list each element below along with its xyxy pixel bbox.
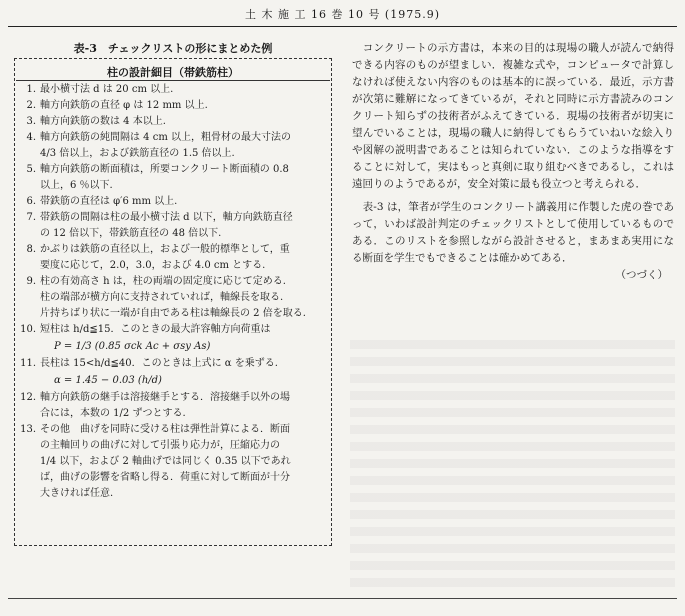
item-number	[16, 258, 40, 274]
item-formula: α = 1.45 − 0.03 (h/d)	[54, 375, 162, 386]
checklist-item-line	[16, 194, 328, 210]
item-number: 2.	[26, 100, 36, 111]
checklist-item-line	[16, 470, 328, 486]
item-text: 短柱は h/d≦15．このときの最大許容軸方向荷重は	[40, 324, 271, 335]
checklist-item-line	[16, 306, 328, 322]
item-text: 軸方向鉄筋の断面積は，所要コンクリート断面積の 0.8	[40, 164, 289, 175]
checklist-item-line	[16, 242, 328, 258]
item-number	[16, 290, 40, 306]
item-number: 3.	[26, 116, 36, 127]
item-number	[16, 486, 40, 502]
checklist-item-line	[16, 438, 328, 454]
table-caption: 表-3 チェックリストの形にまとめた例	[73, 42, 273, 55]
checklist-item-line	[16, 422, 328, 438]
checklist-item-line	[16, 130, 328, 146]
item-number: 1.	[26, 84, 36, 95]
checklist-item-line	[16, 290, 328, 306]
item-number: 7.	[26, 212, 36, 223]
item-text: 軸方向鉄筋の数は 4 本以上.	[40, 116, 166, 127]
body-paragraph-1: コンクリートの示方書は，本来の目的は現場の職人が読んで納得できる内容のものが望ましい．複雑な式や，コンピュータで計算しなければ使えない内容のものは基本的に誤っている．最近，示方書が次第に難解になってきているが，それと同時に示方書読みのコンクリート知らずの技術者がふえてきている．現場の技術者が切実に望んでいることは，現場の職人に納得してもらうていねいな絵入りや図解の説明書であることは知られていない．このような指導をすることに対して，実はもっと真剣に取り組むべきであるし，これは遠回りのようであるが，安全対策に最も役立つと考えられる．	[352, 42, 674, 190]
body-text-column	[352, 40, 674, 284]
item-text: 合には，本数の 1/2 ずつとする.	[40, 408, 186, 419]
checklist-item-line	[16, 258, 328, 274]
checklist-item-line	[16, 356, 328, 372]
checklist-item-line	[16, 406, 328, 422]
checklist-item-line	[16, 454, 328, 470]
item-text: 軸方向鉄筋の純間隔は 4 cm 以上，粗骨材の最大寸法の	[40, 132, 291, 143]
item-text: 要度に応じて，2.0，3.0，および 4.0 cm とする.	[40, 260, 266, 271]
table-title-rule	[16, 80, 330, 81]
body-paragraph-2: 表-3 は，筆者が学生のコンクリート講義用に作製した虎の巻であって，いわば設計判定のチェックリストとして使用しているものである．このリストを参照しながら設計させると，まあまあ実用になる断面を学生でもできることは確かめてある．	[352, 201, 674, 264]
checklist-item-line	[16, 322, 328, 338]
item-text: かぶりは鉄筋の直径以上，および一般的標準として，重	[40, 244, 290, 255]
item-text: の主軸回りの曲げに対して引張り応力が，圧縮応力の	[40, 440, 280, 451]
item-number: 4.	[26, 132, 36, 143]
checklist-item-line	[16, 390, 328, 406]
footer-rule	[8, 598, 677, 599]
item-text: の 12 倍以下，帯鉄筋直径の 48 倍以下.	[40, 228, 222, 239]
item-text: 軸方向鉄筋の直径 φ は 12 mm 以上.	[40, 100, 208, 111]
checklist-item-line	[16, 82, 328, 98]
item-number	[16, 438, 40, 454]
continued-note: （つづく）	[615, 269, 668, 281]
item-number	[16, 470, 40, 486]
checklist-item-line	[16, 178, 328, 194]
item-text: 長柱は 15<h/d≦40．このときは上式に α を乗ずる.	[40, 358, 278, 369]
item-number	[16, 306, 40, 322]
item-number	[16, 178, 40, 194]
item-text: 柱の端部が横方向に支持されていれば，軸線長を取る.	[40, 292, 284, 303]
item-text: 柱の有効高さ h は，柱の両端の固定度に応じて定める.	[40, 276, 286, 287]
item-text: 帯鉄筋の間隔は柱の最小横寸法 d 以下，軸方向鉄筋直径	[40, 212, 293, 223]
table-title: 柱の設計細目（帯鉄筋柱）	[107, 66, 239, 79]
checklist-item-line	[16, 114, 328, 130]
item-number: 5.	[26, 164, 36, 175]
item-text: 4/3 倍以上，および鉄筋直径の 1.5 倍以上.	[40, 148, 235, 159]
item-text: 軸方向鉄筋の継手は溶接継手とする．溶接継手以外の場	[40, 392, 290, 403]
item-number	[16, 454, 40, 470]
item-text: 以上，6 ％以下.	[40, 180, 113, 191]
item-text: その他 曲げを同時に受ける柱は弾性計算による．断面	[40, 424, 290, 435]
item-formula: P = 1/3 (0.85 σck Ac + σsy As)	[54, 341, 211, 352]
running-header: 土 木 施 工 16 巻 10 号 (1975.9)	[244, 8, 441, 21]
item-number	[16, 146, 40, 162]
item-number: 6.	[26, 196, 36, 207]
item-number: 13.	[20, 424, 36, 435]
item-text: 1/4 以下，および 2 軸曲げでは同じく 0.35 以下であれ	[40, 456, 291, 467]
checklist-items	[16, 82, 328, 502]
item-text: 最小横寸法 d は 20 cm 以上.	[40, 84, 174, 95]
item-text: 大きければ任意.	[40, 488, 114, 499]
checklist-item-line	[16, 210, 328, 226]
item-number: 8.	[26, 244, 36, 255]
checklist-item-line	[16, 226, 328, 242]
item-number	[16, 226, 40, 242]
bleed-through-shadow	[350, 340, 675, 590]
item-text: ば，曲げの影響を省略し得る．荷重に対して断面が十分	[40, 472, 290, 483]
item-number: 10.	[20, 324, 36, 335]
item-text: 片持ちばり状に一端が自由である柱は軸線長の 2 倍を取る.	[40, 308, 306, 319]
item-number: 11.	[20, 358, 36, 369]
checklist-item-line	[16, 146, 328, 162]
checklist-item-line	[16, 274, 328, 290]
item-text: 帯鉄筋の直径は φ′6 mm 以上.	[40, 196, 178, 207]
checklist-item-line	[16, 162, 328, 178]
header-rule	[8, 26, 677, 27]
item-number: 12.	[20, 392, 36, 403]
item-number	[16, 406, 40, 422]
checklist-item-line	[16, 98, 328, 114]
item-number: 9.	[26, 276, 36, 287]
checklist-item-line	[16, 486, 328, 502]
